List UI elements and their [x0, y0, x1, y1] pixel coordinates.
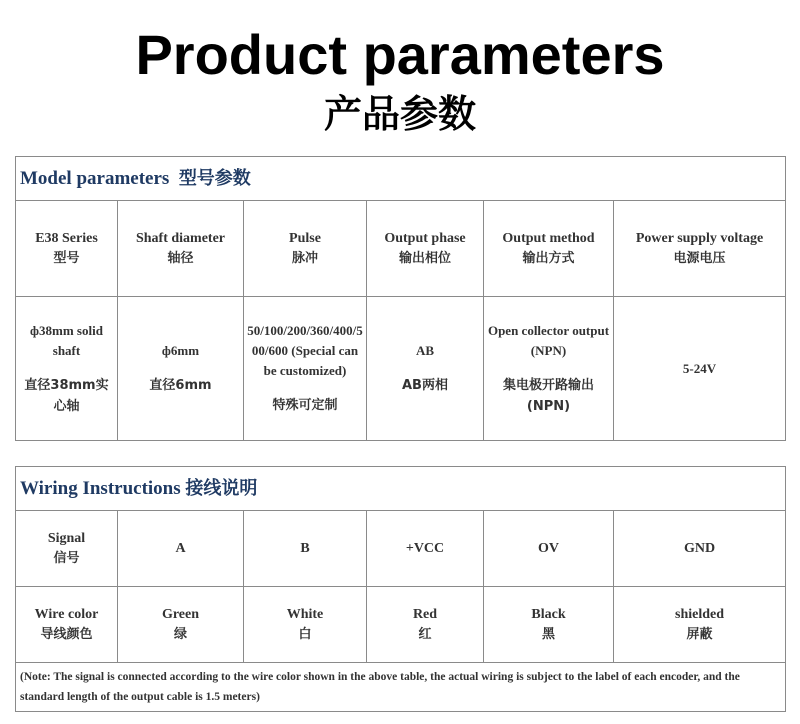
- model-parameters-table: [15, 156, 786, 441]
- wire-color-white: White 白: [244, 587, 367, 663]
- value-power-voltage: 5-24V: [614, 297, 786, 441]
- wiring-heading: Wiring Instructions 接线说明: [16, 467, 786, 511]
- header-power-voltage: Power supply voltage 电源电压: [614, 201, 786, 297]
- signal-vcc: +VCC: [367, 511, 484, 587]
- wire-color-green: Green 绿: [118, 587, 244, 663]
- header-pulse: Pulse 脉冲: [244, 201, 367, 297]
- value-output-method: Open collector output (NPN) 集电极开路输出(NPN): [484, 297, 614, 441]
- wiring-note: (Note: The signal is connected according to the wire color shown in the above table, the actual wiring is subject to the label of each encoder, and the standard length of the output cable is 1.5 meters): [16, 663, 786, 712]
- model-parameters-heading: Model parameters 型号参数: [16, 157, 786, 201]
- signal-gnd: GND: [614, 511, 786, 587]
- wire-color-black: Black 黑: [484, 587, 614, 663]
- signal-label: Signal 信号: [16, 511, 118, 587]
- wire-color-red: Red 红: [367, 587, 484, 663]
- header-shaft-diameter: Shaft diameter 轴径: [118, 201, 244, 297]
- signal-ov: OV: [484, 511, 614, 587]
- page-title: Product parameters: [135, 23, 665, 86]
- signal-a: A: [118, 511, 244, 587]
- header-series: E38 Series 型号: [16, 201, 118, 297]
- header-output-phase: Output phase 输出相位: [367, 201, 484, 297]
- value-output-phase: AB AB两相: [367, 297, 484, 441]
- value-shaft-diameter: ф6mm 直径6mm: [118, 297, 244, 441]
- wire-color-shielded: shielded 屏蔽: [614, 587, 786, 663]
- header-output-method: Output method 输出方式: [484, 201, 614, 297]
- wire-color-label: Wire color 导线颜色: [16, 587, 118, 663]
- wiring-instructions-table: [15, 466, 786, 712]
- value-series: ф38mm solid shaft 直径38mm实心轴: [16, 297, 118, 441]
- value-pulse: 50/100/200/360/400/500/600 (Special can be customized) 特殊可定制: [244, 297, 367, 441]
- page-subtitle: 产品参数: [323, 92, 476, 136]
- signal-b: B: [244, 511, 367, 587]
